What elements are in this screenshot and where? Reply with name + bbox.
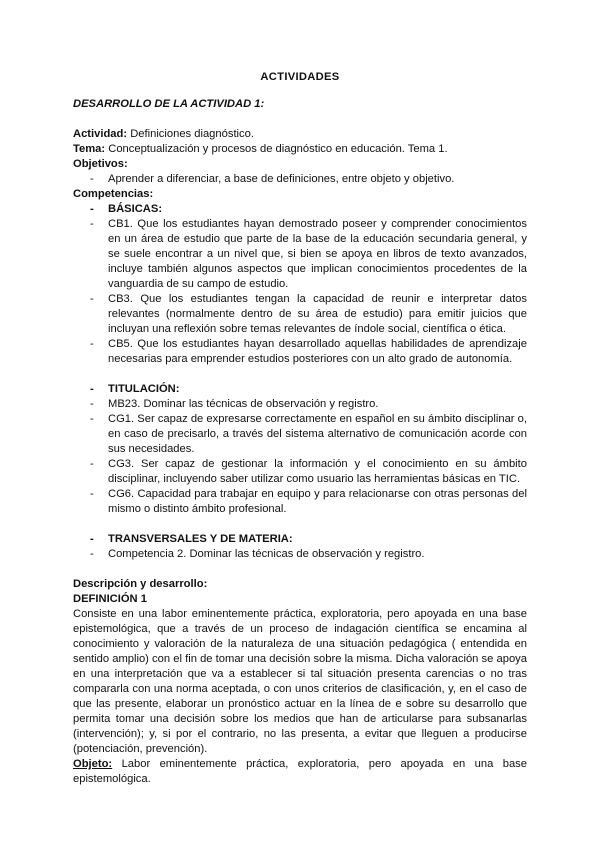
- page-title: ACTIVIDADES: [260, 71, 340, 83]
- objetivos-list: [73, 172, 527, 187]
- list-item: - Competencia 2. Dominar las técnicas de observación y registro.: [73, 547, 527, 562]
- titulacion-list: [73, 382, 527, 517]
- spacer: [73, 367, 527, 382]
- tema-line: [73, 142, 527, 157]
- transversales-list: [73, 532, 527, 562]
- transversales-heading: - TRANSVERSALES Y DE MATERIA:: [73, 532, 527, 547]
- actividad-value: Definiciones diagnóstico.: [130, 128, 254, 140]
- spacer: [73, 562, 527, 577]
- document-content: [73, 70, 527, 787]
- list-item: - CB5. Que los estudiantes hayan desarrollado aquellas habilidades de aprendizaje necesarias para emprender estudios posteriores con un alto grado de autonomía.: [73, 337, 527, 367]
- objeto-text: Labor eminentemente práctica, exploratoria, pero apoyada en una base epistemológica.: [73, 758, 527, 785]
- objeto-label: Objeto:: [73, 758, 113, 770]
- list-item: - CG1. Ser capaz de expresarse correctamente en español en su ámbito disciplinar o, en caso de precisarlo, a través del sistema alternativo de comunicación acorde con sus necesidades.: [73, 412, 527, 457]
- list-item: - MB23. Dominar las técnicas de observación y registro.: [73, 397, 527, 412]
- activity-heading: DESARROLLO DE LA ACTIVIDAD 1:: [73, 98, 265, 110]
- objeto-line: [73, 757, 527, 787]
- list-item: - CG3. Ser capaz de gestionar la información y el conocimiento en su ámbito disciplinar, incluyendo saber utilizar como usuario las herramientas básicas en TIC.: [73, 457, 527, 487]
- definicion-paragraph: Consiste en una labor eminentemente práctica, exploratoria, pero apoyada en una base epistemológica, que a través de un proceso de indagación científica se encamina al conocimiento y valoración de la naturaleza de una situación pedagógica ( entendida en sentido amplio) con el fin de tomar una decisión sobre la misma. Dicha valoración se apoya en una interpretación que va a establecer si tal situación presenta carencias o no tras compararla con una norma aceptada, o con unos criterios de clasificación, y, en el caso de que las presente, elaborar un pronóstico actuar en la línea de e sobre su desarrollo que permita tomar una decisión sobre los medios que han de articularse para subsanarlas (intervención); y, si por el contrario, no las presenta, a evitar que lleguen a producirse (potenciación, prevención).: [73, 608, 527, 755]
- competencias-label: Competencias:: [73, 188, 154, 200]
- actividad-label: Actividad:: [73, 128, 128, 140]
- tema-label: Tema:: [73, 143, 106, 155]
- spacer: [73, 517, 527, 532]
- descripcion-label: Descripción y desarrollo:: [73, 578, 208, 590]
- list-item: - CB1. Que los estudiantes hayan demostrado poseer y comprender conocimientos en un área de estudio que parte de la base de la educación secundaria general, y se suele encontrar a un nivel que, si bien se apoya en libros de texto avanzados, incluye también algunos aspectos que implican conocimientos procedentes de la vanguardia de su campo de estudio.: [73, 217, 527, 292]
- list-item: - CG6. Capacidad para trabajar en equipo y para relacionarse con otras personas del mismo o distinto ámbito profesional.: [73, 487, 527, 517]
- tema-value: Conceptualización y procesos de diagnóstico en educación. Tema 1.: [108, 143, 448, 155]
- basicas-heading: - BÁSICAS:: [73, 202, 527, 217]
- basicas-list: [73, 202, 527, 367]
- list-item: - CB3. Que los estudiantes tengan la capacidad de reunir e interpretar datos relevantes (normalmente dentro de su área de estudio) para emitir juicios que incluyan una reflexión sobre temas relevantes de índole social, científica o ética.: [73, 292, 527, 337]
- titulacion-heading: - TITULACIÓN:: [73, 382, 527, 397]
- objetivos-label: Objetivos:: [73, 158, 128, 170]
- list-item: - Aprender a diferenciar, a base de definiciones, entre objeto y objetivo.: [73, 172, 527, 187]
- definicion-heading: DEFINICIÓN 1: [73, 593, 147, 605]
- actividad-line: [73, 127, 527, 142]
